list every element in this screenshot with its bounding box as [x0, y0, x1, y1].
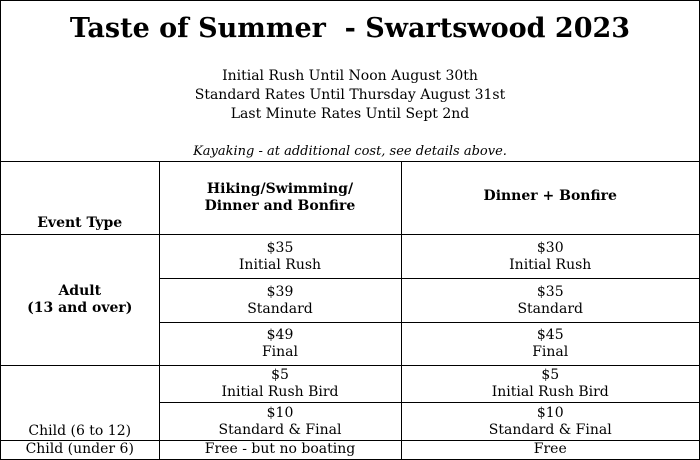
price-tier: Standard	[247, 300, 313, 317]
price-cell	[401, 279, 699, 323]
price-value: $45	[536, 327, 564, 343]
event-type-header: Event Type	[1, 162, 159, 235]
price-value: $10	[266, 404, 294, 421]
table-header-row	[1, 162, 699, 235]
price-value: $30	[536, 239, 564, 256]
deadline-last-minute: Last Minute Rates Until Sept 2nd	[230, 106, 470, 122]
table-row	[1, 366, 699, 403]
price-tier: Initial Rush Bird	[221, 384, 339, 400]
price-tier: Standard & Final	[488, 421, 612, 438]
deadline-initial-rush: Initial Rush Until Noon August 30th	[222, 68, 478, 84]
price-tier: Standard & Final	[218, 421, 342, 438]
toddler-price-hiking: Free - but no boating	[159, 441, 401, 459]
price-tier: Standard	[517, 300, 584, 317]
rate-deadlines	[1, 67, 699, 124]
pricing-table	[1, 161, 699, 459]
price-value: $39	[266, 283, 294, 300]
price-value: $49	[266, 327, 294, 343]
deadline-standard: Standard Rates Until Thursday August 31st	[194, 87, 506, 103]
table-row	[1, 441, 699, 459]
column-header-dinner: Dinner + Bonfire	[401, 162, 699, 235]
price-tier: Initial Rush	[509, 256, 592, 273]
page-title: Taste of Summer - Swartswood 2023	[69, 13, 631, 44]
toddler-price-dinner: Free	[401, 441, 699, 459]
price-cell	[159, 403, 401, 441]
table-row	[1, 235, 699, 279]
price-cell	[401, 235, 699, 279]
price-cell	[159, 323, 401, 366]
column-header-hiking	[159, 162, 401, 235]
price-tier: Final	[532, 344, 569, 360]
price-value: $10	[536, 404, 564, 421]
kayaking-note: Kayaking - at additional cost, see details above.	[193, 144, 507, 159]
adult-label: Adult	[58, 283, 102, 299]
adult-age-range: (13 and over)	[27, 300, 133, 316]
toddler-label: Child (under 6)	[1, 441, 159, 459]
price-cell	[159, 366, 401, 403]
price-cell	[159, 235, 401, 279]
price-cell	[159, 279, 401, 323]
child-label: Child (6 to 12)	[1, 366, 159, 441]
price-value: $5	[541, 367, 560, 383]
price-tier: Initial Rush	[238, 256, 322, 273]
price-cell	[401, 366, 699, 403]
column-header-hiking-text: Hiking/Swimming/ Dinner and Bonfire	[204, 181, 356, 214]
price-value: $35	[536, 283, 564, 300]
price-tier: Final	[261, 344, 299, 360]
price-cell	[401, 323, 699, 366]
price-value: $35	[266, 239, 294, 256]
price-value: $5	[271, 367, 289, 383]
price-tier: Initial Rush Bird	[491, 384, 609, 400]
adult-label-cell	[1, 235, 159, 366]
price-cell	[401, 403, 699, 441]
